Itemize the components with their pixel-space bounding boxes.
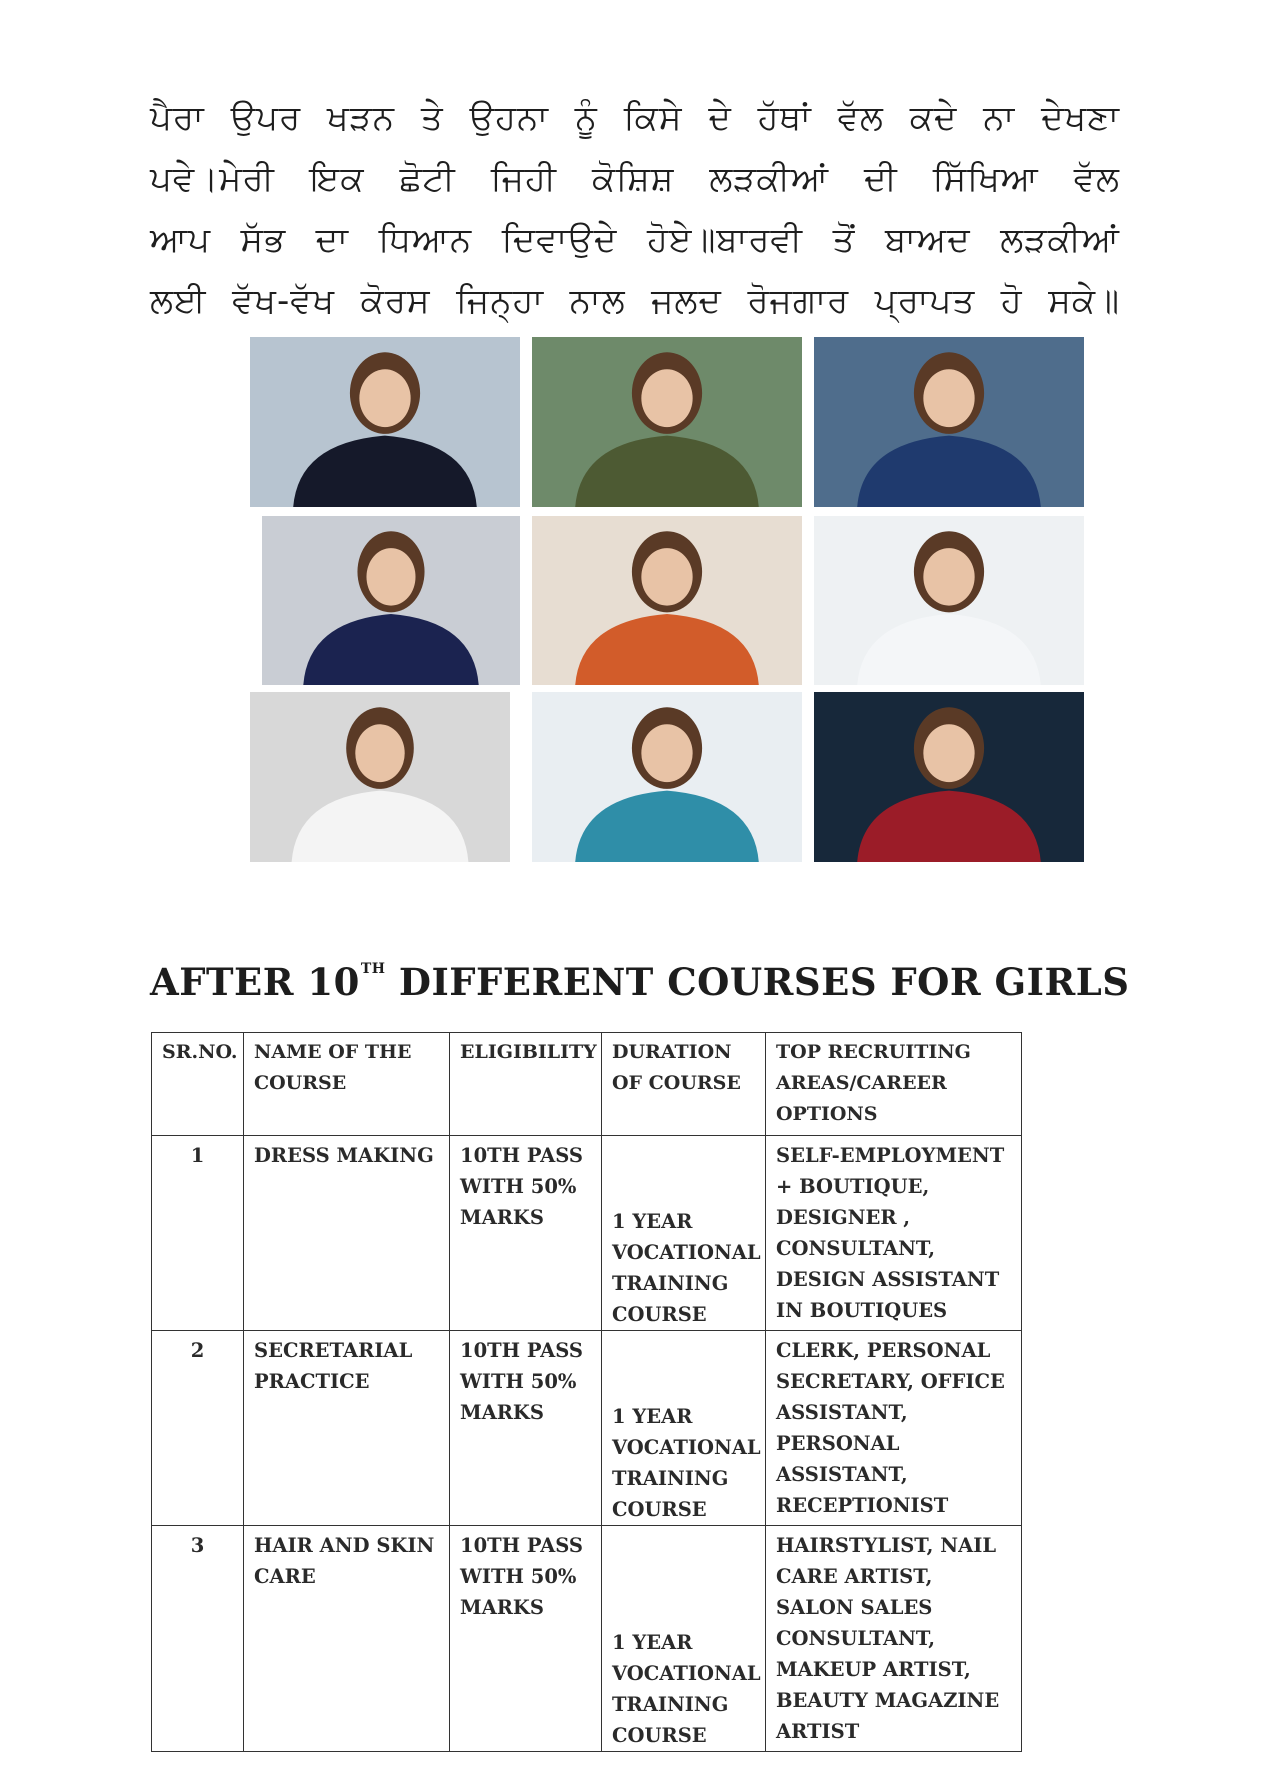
doctor-photo [814, 516, 1084, 685]
row-srno: 2 [152, 1331, 244, 1526]
table-row [152, 1136, 1022, 1331]
heading-superscript: TH [360, 961, 386, 977]
row-srno: 1 [152, 1136, 244, 1331]
row-careers: SELF-EMPLOYMENT + BOUTIQUE, DESIGNER , CONSULTANT, DESIGN ASSISTANT IN BOUTIQUES [766, 1136, 1022, 1331]
header-eligibility: ELIGIBILITY [450, 1033, 602, 1136]
row-eligibility: 10TH PASS WITH 50% MARKS [450, 1331, 602, 1526]
army-officer-photo [532, 337, 802, 507]
intro-line: ਪਵੇ।ਮੇਰੀ ਇਕ ਛੋਟੀ ਜਿਹੀ ਕੋਸ਼ਿਸ਼ ਲੜਕੀਆਂ ਦੀ ਸਿੱਖਿਆ ਵੱਲ [150, 159, 1120, 199]
intro-line: ਪੈਰਾ ਉਪਰ ਖੜਨ ਤੇ ਉਹਨਾ ਨੂੰ ਕਿਸੇ ਦੇ ਹੱਥਾਂ ਵੱਲ ਕਦੇ ਨਾ ਦੇਖਣਾ [150, 98, 1120, 138]
header-duration: DURATION OF COURSE [602, 1033, 766, 1136]
row-careers: CLERK, PERSONAL SECRETARY, OFFICE ASSISTANT, PERSONAL ASSISTANT, RECEPTIONIST [766, 1331, 1022, 1526]
header-srno: SR.NO. [152, 1033, 244, 1136]
heading-main: AFTER 10 [150, 960, 360, 1004]
row-course-name: DRESS MAKING [244, 1136, 450, 1331]
flight-attendant-photo [250, 337, 520, 507]
heading-rest: DIFFERENT COURSES FOR GIRLS [385, 960, 1130, 1004]
header-careers: TOP RECRUITING AREAS/CAREER OPTIONS [766, 1033, 1022, 1136]
row-duration: 1 YEAR VOCATIONAL TRAINING COURSE [602, 1331, 766, 1526]
row-duration: 1 YEAR VOCATIONAL TRAINING COURSE [602, 1526, 766, 1752]
table-row [152, 1526, 1022, 1752]
intro-line: ਆਪ ਸੱਭ ਦਾ ਧਿਆਨ ਦਿਵਾਉਦੇ ਹੋਏ॥ਬਾਰਵੀ ਤੋਂ ਬਾਅਦ ਲੜਕੀਆਂ [150, 220, 1120, 260]
pilot-photo [250, 692, 510, 862]
surprised-girl-glasses-photo [532, 516, 802, 685]
row-duration: 1 YEAR VOCATIONAL TRAINING COURSE [602, 1136, 766, 1331]
row-course-name: SECRETARIAL PRACTICE [244, 1331, 450, 1526]
intro-line: ਲਈ ਵੱਖ-ਵੱਖ ਕੋਰਸ ਜਿਨ੍ਹਾ ਨਾਲ ਜਲਦ ਰੋਜਗਾਰ ਪ੍ਰਾਪਤ ਹੋ ਸਕੇ॥ [150, 281, 1120, 321]
courses-table [151, 1032, 1022, 1752]
row-course-name: HAIR AND SKIN CARE [244, 1526, 450, 1752]
red-hair-model-photo [814, 692, 1084, 862]
table-row [152, 1331, 1022, 1526]
row-srno: 3 [152, 1526, 244, 1752]
courses-heading [150, 960, 1129, 1004]
cabin-crew-trolley-photo [262, 516, 520, 685]
punjabi-intro-paragraph [150, 88, 1120, 332]
nurses-collage-photo [532, 692, 802, 862]
row-eligibility: 10TH PASS WITH 50% MARKS [450, 1526, 602, 1752]
header-course-name: NAME OF THE COURSE [244, 1033, 450, 1136]
table-header-row [152, 1033, 1022, 1136]
news-anchor-photo [814, 337, 1084, 507]
row-eligibility: 10TH PASS WITH 50% MARKS [450, 1136, 602, 1331]
row-careers: HAIRSTYLIST, NAIL CARE ARTIST, SALON SALES CONSULTANT, MAKEUP ARTIST, BEAUTY MAGAZINE ARTIST [766, 1526, 1022, 1752]
